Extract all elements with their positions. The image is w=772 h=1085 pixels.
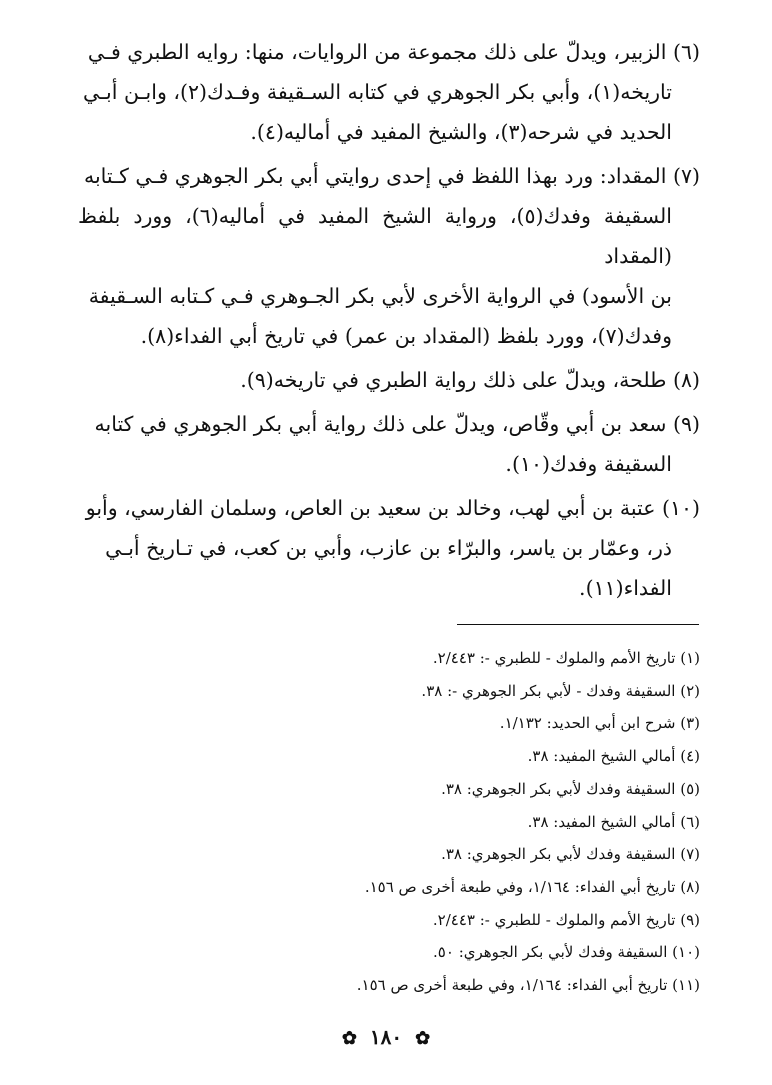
entry-line: (١٠) عتبة بن أبي لهب، وخالد بن سعيد بن العاص، وسلمان الفارسي، وأبو — [85, 496, 700, 520]
entry-8 — [78, 360, 700, 400]
entry-line: ذر، وعمّار بن ياسر، والبرّاء بن عازب، وأبي بن كعب، في تـاريخ أبـي — [105, 536, 672, 560]
ornament-icon: ✿ — [415, 1028, 431, 1049]
footnote-4: (٤) أمالي الشيخ المفيد: ٣٨. — [527, 747, 700, 766]
entry-line: بن الأسود) في الرواية الأخرى لأبي بكر الجـوهري فـي كـتابه السـقيفة — [88, 284, 672, 308]
page-number-block — [0, 1025, 772, 1049]
entry-line: الفداء(١١). — [579, 576, 672, 600]
entry-7 — [78, 156, 700, 356]
page-number: ١٨٠ — [369, 1025, 403, 1049]
entry-line: السقيفة وفدك(٥)، ورواية الشيخ المفيد في أماليه(٦)، وورد بلفظ (المقداد — [78, 204, 672, 268]
entry-9 — [78, 404, 700, 484]
main-text — [78, 32, 700, 612]
footnote-11: (١١) تاريخ أبي الفداء: ١/١٦٤، وفي طبعة أخرى ص ١٥٦. — [356, 976, 700, 995]
entry-line: (٧) المقداد: ورد بهذا اللفظ في إحدى روايتي أبي بكر الجوهري فـي كـتابه — [83, 164, 700, 188]
footnote-8: (٨) تاريخ أبي الفداء: ١/١٦٤، وفي طبعة أخرى ص ١٥٦. — [364, 877, 700, 896]
entry-line: الحديد في شرحه(٣)، والشيخ المفيد في أماليه(٤). — [250, 120, 672, 144]
entry-line: (٦) الزبير، ويدلّ على ذلك مجموعة من الروايات، منها: روايه الطبري فـي — [87, 40, 700, 64]
footnote-1: (١) تاريخ الأمم والملوك - للطبري -: ٢/٤٤٣. — [432, 649, 700, 667]
footnote-3: (٣) شرح ابن أبي الحديد: ١/١٣٢. — [499, 714, 700, 733]
footnotes — [100, 642, 700, 1002]
footnote-6: (٦) أمالي الشيخ المفيد: ٣٨. — [527, 812, 700, 831]
entry-line: (٩) سعد بن أبي وقّاص، ويدلّ على ذلك رواية أبي بكر الجوهري في كتابه — [94, 412, 700, 436]
footnote-separator — [457, 624, 699, 625]
ornament-icon: ✿ — [341, 1028, 357, 1049]
footnote-9: (٩) تاريخ الأمم والملوك - للطبري -: ٢/٤٤٣. — [432, 910, 700, 929]
footnote-10: (١٠) السقيفة وفدك لأبي بكر الجوهري: ٥٠. — [433, 943, 700, 962]
entry-line: تاريخه(١)، وأبي بكر الجوهري في كتابه السـقيفة وفـدك(٢)، وابـن أبـي — [82, 80, 672, 104]
entry-line: (٨) طلحة، ويدلّ على ذلك رواية الطبري في تاريخه(٩). — [240, 368, 700, 392]
footnote-5: (٥) السقيفة وفدك لأبي بكر الجوهري: ٣٨. — [441, 779, 700, 798]
entry-6 — [78, 32, 700, 152]
entry-line: السقيفة وفدك(١٠). — [505, 452, 672, 476]
footnote-2: (٢) السقيفة وفدك - لأبي بكر الجوهري -: ٣٨. — [421, 681, 700, 700]
footnote-7: (٧) السقيفة وفدك لأبي بكر الجوهري: ٣٨. — [441, 845, 700, 864]
entry-line: وفدك(٧)، وورد بلفظ (المقداد بن عمر) في تاريخ أبي الفداء(٨). — [140, 324, 672, 348]
entry-10 — [78, 488, 700, 608]
